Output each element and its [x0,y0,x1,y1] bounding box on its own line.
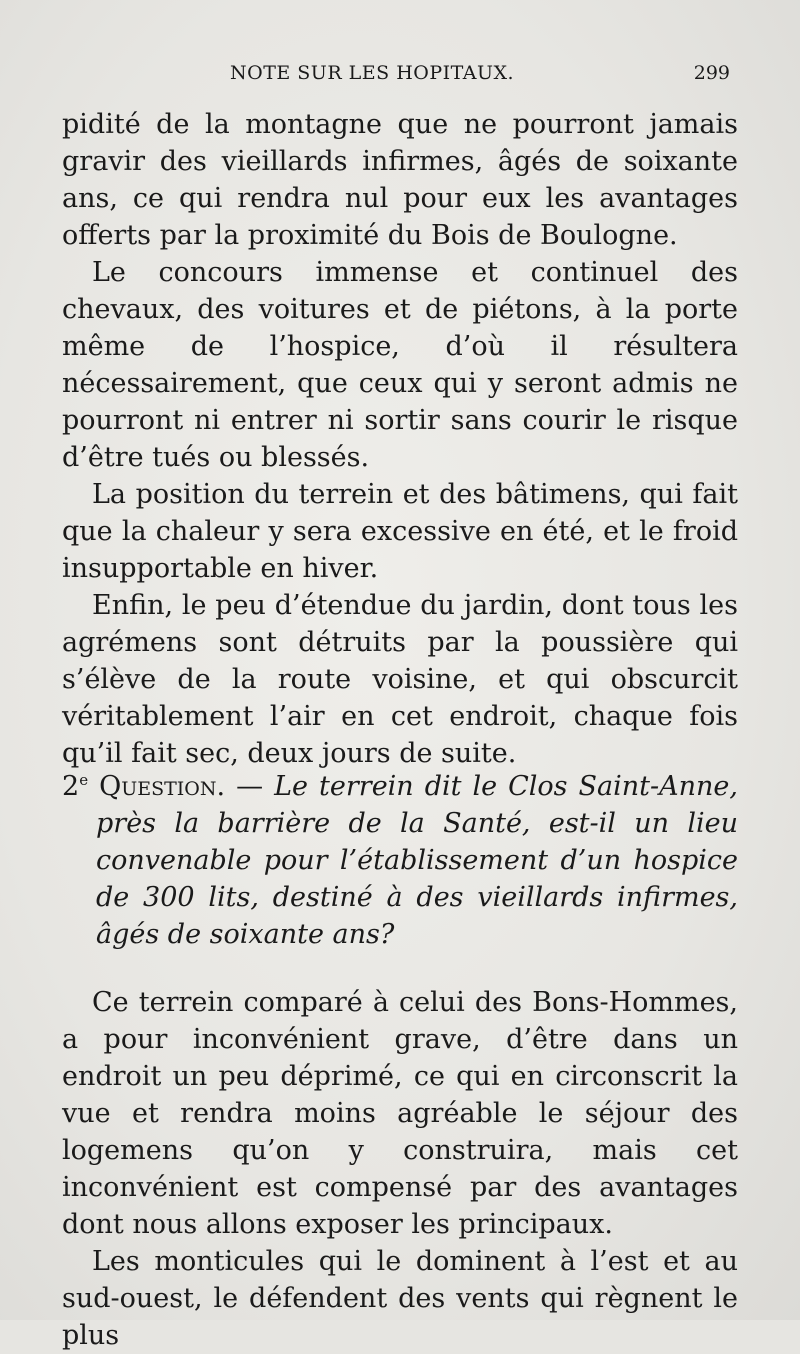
question-number: 2 [62,771,80,802]
question-heading [62,768,738,953]
paragraph: La position du terrein et des bâtimens, qui fait que la chaleur y sera excessive en été, et le froid insupportable en hiver. [62,479,738,584]
paragraph: Ce terrein comparé à celui des Bons-Hommes, a pour inconvénient grave, d’être dans un endroit un peu déprimé, ce qui en circonscrit la vue et rendra moins agréable le séjour des logemens qu’on y construira, mais cet inconvénient est compensé par des avantages dont nous allons exposer les principaux. [62,987,738,1240]
page-header [80,62,730,92]
paragraph: Le concours immense et continuel des chevaux, des voitures et de piétons, à la porte même de l’hospice, d’où il résultera nécessairement, que ceux qui y seront admis ne pourront ni entrer ni sortir sans courir le risque d’être tués ou blessés. [62,257,738,473]
body-text-lower [62,984,738,1354]
paragraph: Les monticules qui le dominent à l’est et au sud-ouest, le défendent des vents qui règnent le plus [62,1246,738,1351]
question-ordinal: e [79,771,89,789]
body-text-upper [62,106,738,772]
question-text: Le terrein dit le Clos Saint-Anne, près la barrière de la Santé, est-il un lieu convenable pour l’établissement d’un hospice de 300 lits, destiné à des vieillards infirmes, âgés de soixante ans? [96,771,738,950]
question-label: Question. — [99,771,264,802]
question-block [62,768,738,953]
paragraph-continuation: pidité de la montagne que ne pourront jamais gravir des vieillards infirmes, âgés de soixante ans, ce qui rendra nul pour eux les avantages offerts par la proximité du Bois de Boulogne. [62,109,738,251]
page-number: 299 [693,62,730,84]
paragraph: Enfin, le peu d’étendue du jardin, dont tous les agrémens sont détruits par la poussière qui s’élève de la route voisine, et qui obscurcit véritablement l’air en cet endroit, chaque fois qu’il fait sec, deux jours de suite. [62,590,738,769]
running-title: NOTE SUR LES HOPITAUX. [230,62,515,84]
